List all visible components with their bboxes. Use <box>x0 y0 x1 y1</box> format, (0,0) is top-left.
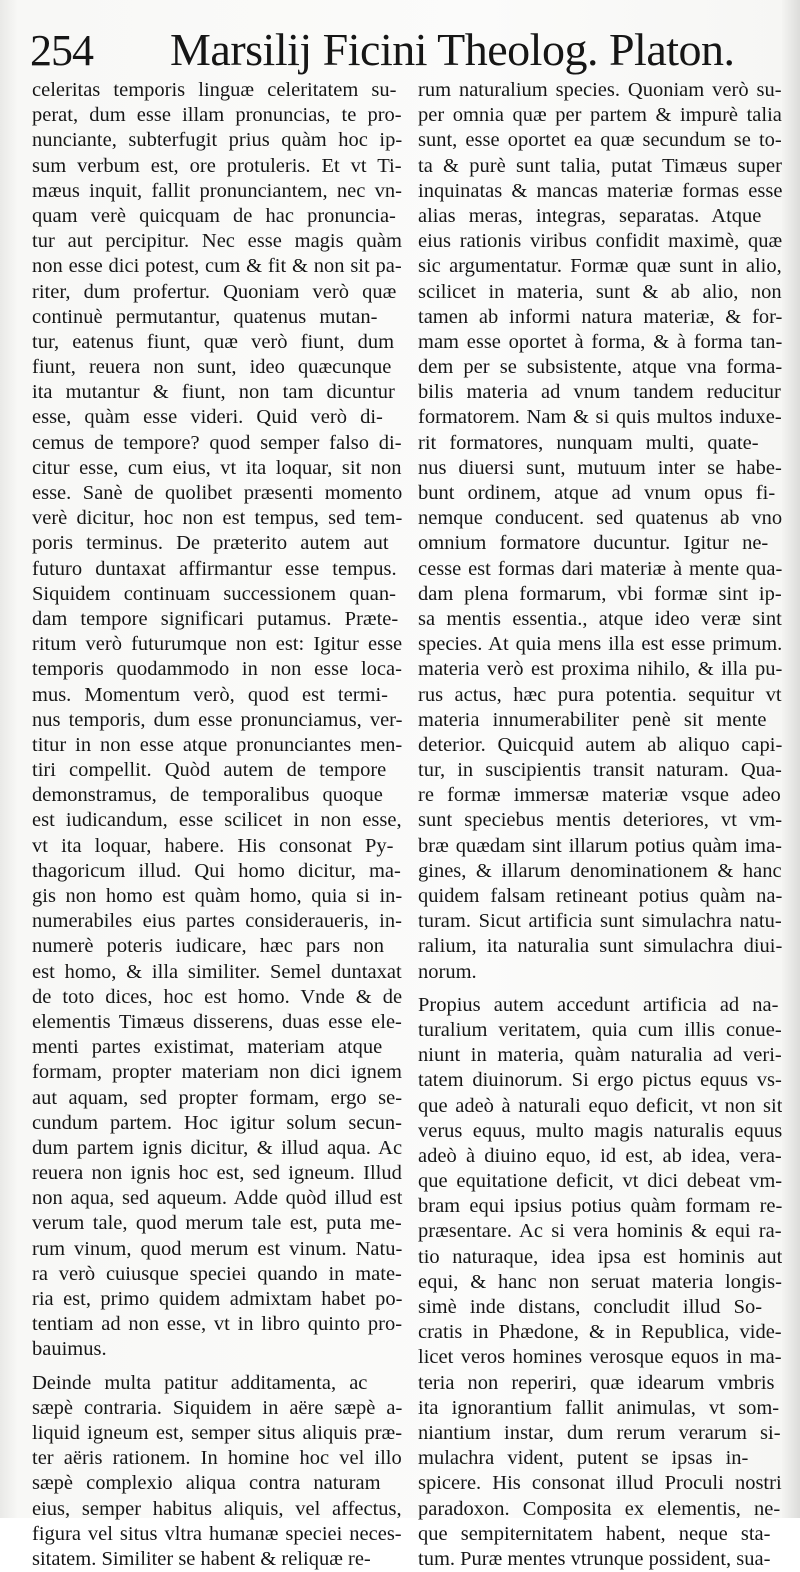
text-line: tentiam ad non esse, vt in libro quinto pro- <box>32 1313 403 1336</box>
text-line: mæus inquit, fallit pronunciantem, nec vn- <box>32 179 403 202</box>
text-line: præsentare. Ac si vera hominis & equi ra- <box>418 1220 782 1243</box>
text-line: rum naturalium species. Quoniam verò su- <box>418 79 782 101</box>
text-line: ra verò cuiusque speciei quando in mate- <box>32 1262 402 1285</box>
text-line: ter aëris rationem. In homine hoc vel illo <box>32 1447 402 1470</box>
text-line: riter, dum profertur. Quoniam verò quæ <box>32 280 397 303</box>
text-line: futuro duntaxat affirmantur esse tempus. <box>32 557 397 580</box>
text-line: nunciante, subterfugit prius quàm hoc ip- <box>32 129 403 152</box>
text-line: sitatem. Similiter se habent & reliquæ re- <box>32 1547 371 1570</box>
text-line: nus temporis, dum esse pronunciamus, ver- <box>32 708 403 731</box>
text-line: formatorem. Nam & si quis multos induxe- <box>418 406 782 429</box>
left-text-column <box>32 78 402 1572</box>
text-line: materia innumerabiliter penè sit mente <box>418 708 767 731</box>
text-line: cesse est formas dari materiæ à mente qua- <box>418 557 783 580</box>
text-line: ralium, ita naturalia sunt simulachra diui- <box>418 935 783 958</box>
text-line: sum verbum est, ore protuleris. Et vt Ti- <box>32 154 402 177</box>
text-line: teria non reperiri, quæ idearum vmbris <box>418 1371 775 1394</box>
text-line: ita mutantur & fiunt, non tam dicuntur <box>32 381 395 404</box>
text-line: bauimus. <box>32 1338 107 1361</box>
text-line: sæpè complexio aliqua contra naturam <box>32 1472 381 1495</box>
text-line: celeritas temporis linguæ celeritatem su- <box>32 79 397 101</box>
text-line: materia verò est proxima nihilo, & illa pu- <box>418 658 783 681</box>
text-line: ta & purè sunt talia, putat Timæus super <box>418 154 782 177</box>
text-line: non aqua, sed aqueum. Adde quòd illud est <box>32 1187 403 1210</box>
text-line: verus equus, multo magis naturalis equus <box>418 1119 783 1142</box>
text-line: formam, propter materiam non dici ignem <box>32 1061 402 1084</box>
text-line: reuera non ignis hoc est, sed igneum. Illud <box>32 1162 402 1185</box>
text-line: tiri compellit. Quòd autem de tempore <box>32 759 387 782</box>
text-line: bræ quædam sint illarum potius quàm ima- <box>418 834 783 857</box>
text-line: sunt, esse oportet ea quæ secundum se to- <box>418 129 782 152</box>
page-number: 254 <box>30 26 93 75</box>
text-line: titur in non esse atque pronunciantes men- <box>32 733 403 756</box>
text-line: ria est, primo quidem admixtam habet po- <box>32 1288 403 1310</box>
text-line: niunt in materia, quàm naturalia ad veri- <box>418 1044 782 1067</box>
text-line: deterior. Quicquid autem ab aliquo capi- <box>418 733 783 756</box>
text-line: que adeò à naturali equo deficit, vt non sit <box>418 1094 783 1117</box>
text-line: cundum partem. Hoc igitur solum secun- <box>32 1111 402 1134</box>
text-line: thagoricum illud. Qui homo dicitur, ma- <box>32 859 401 882</box>
text-line: bilis materia ad vnum tandem reducitur <box>418 381 781 404</box>
text-line: niantium instar, dum rerum verarum si- <box>418 1421 781 1444</box>
text-line: tatem diuinorum. Si ergo pictus equus vs- <box>418 1069 782 1092</box>
text-line: nemque conducent. sed quatenus ab vno <box>418 507 783 530</box>
text-line: quidem falsam retineant potius quàm na- <box>418 885 783 907</box>
text-line: equi, & hanc non seruat materia longis- <box>418 1270 782 1293</box>
text-line: esse. Sanè de quolibet præsenti momento <box>32 482 403 504</box>
text-line: dam plena formarum, vbi formæ sint ip- <box>418 582 782 605</box>
text-line: mus. Momentum verò, quod est termi- <box>32 683 388 706</box>
text-line: citur esse, cum eius, vt ita loquar, sit non <box>32 456 402 479</box>
text-line: de toto dices, hoc est homo. Vnde & de <box>32 985 403 1008</box>
text-line: temporis quodammodo in non esse loca- <box>32 658 402 681</box>
text-line: sa mentis essentia., atque ideo veræ sint <box>418 607 782 630</box>
text-line: dem per se subsistente, atque vna forma- <box>418 356 783 379</box>
text-line: menti partes existimat, materiam atque <box>32 1036 383 1059</box>
text-line: tur, in suscipientis transit naturam. Qua- <box>418 759 782 782</box>
text-line: paradoxon. Composita ex elementis, ne- <box>418 1497 781 1520</box>
text-line: que equitatione deficit, vt dici debeat vm- <box>418 1170 783 1193</box>
text-line: poris terminus. De præterito autem aut <box>32 532 389 555</box>
text-line: omnium formatore ducuntur. Igitur ne- <box>418 532 769 555</box>
text-line: tio naturaque, idea ipsa est hominis aut <box>418 1245 783 1268</box>
text-line: dam tempore significari putamus. Præte- <box>32 607 399 630</box>
text-line: tum. Puræ mentes vtrunque possident, sua- <box>418 1547 771 1570</box>
text-line: ritum verò futurumque non est: Igitur esse <box>32 633 403 656</box>
text-line: eius, semper habitus aliquis, vel affectus, <box>32 1497 402 1520</box>
text-line: mam esse oportet à forma, & à forma tan- <box>418 330 783 353</box>
text-line: dum partem ignis dicitur, & illud aqua. Ac <box>32 1136 403 1159</box>
text-line: continuè permutantur, quatenus mutan- <box>32 305 378 328</box>
text-line: non esse dici potest, cum & fit & non sit pa- <box>32 255 402 278</box>
text-line: turalium veritatem, quia cum illis conue- <box>418 1018 782 1041</box>
text-line: rum vinum, quod merum est vinum. Natu- <box>32 1237 403 1260</box>
text-line: ita ignorantium fallit animulas, vt som- <box>418 1396 780 1419</box>
text-line: eius rationis viribus confidit maximè, quæ <box>418 230 783 253</box>
text-line: numerabiles eius partes consideraueris, in- <box>32 910 402 933</box>
text-line: fiunt, reuera non sunt, ideo quæcunque <box>32 356 392 379</box>
text-line: species. At quia mens illa est esse primum. <box>418 633 783 656</box>
text-line: gis non homo est quàm homo, quia si in- <box>32 885 403 907</box>
text-line: mulachra vident, putent se ipsas in- <box>418 1447 749 1470</box>
text-line: alias meras, integras, separatas. Atque <box>418 204 762 227</box>
running-head: Marsilij Ficini Theolog. Platon. <box>170 24 735 75</box>
text-line: turam. Sicut artificia sunt simulachra natu- <box>418 910 782 933</box>
text-line: tur aut percipitur. Nec esse magis quàm <box>32 230 402 253</box>
page-edge-shadow <box>782 0 800 1518</box>
text-line: elementis Timæus disserens, duas esse ele- <box>32 1010 402 1033</box>
text-line: est iudicandum, esse scilicet in non esse, <box>32 809 402 832</box>
text-line: rus actus, hæc pura potentia. sequitur vt <box>418 683 782 706</box>
text-line: gines, & illarum denominationem & hanc <box>418 859 782 882</box>
text-line: sic argumentatur. Formæ quæ sunt in alio, <box>418 255 782 278</box>
text-line: Propius autem accedunt artificia ad na- <box>418 993 779 1016</box>
text-line: tamen ab informi natura materiæ, & for- <box>418 305 783 328</box>
text-line: numerè poteris iudicare, hæc pars non <box>32 935 384 958</box>
text-line: tur, eatenus fiunt, quæ verò fiunt, dum <box>32 330 395 353</box>
text-line: norum. <box>418 960 477 983</box>
text-line: rit formatores, nunquam multi, quate- <box>418 431 759 454</box>
text-line: perat, dum esse illam pronuncias, te pro- <box>32 104 402 127</box>
text-line: que sempiternitatem habent, neque sta- <box>418 1522 771 1545</box>
paragraph-gap <box>32 1363 402 1371</box>
text-line: vt ita loquar, habere. His consonat Py- <box>32 834 394 857</box>
text-line: adeò à diuino equo, id est, ab idea, vera- <box>418 1144 782 1167</box>
text-line: aut aquam, sed propter formam, ergo se- <box>32 1086 403 1109</box>
text-line: verè dicitur, hoc non est tempus, sed tem- <box>32 507 403 530</box>
text-line: nus diuersi sunt, mutuum inter se habe- <box>418 456 782 479</box>
text-line: cratis in Phædone, & in Republica, vide- <box>418 1321 782 1344</box>
text-line: bram equi ipsius potius quàm formam re- <box>418 1195 783 1218</box>
text-line: re formæ immersæ materiæ vsque adeo <box>418 784 781 807</box>
text-line: sunt speciebus mentis deteriores, vt vm- <box>418 809 783 832</box>
text-line: cemus de tempore? quod semper falso di- <box>32 431 402 454</box>
text-line: Deinde multa patitur additamenta, ac <box>32 1371 368 1394</box>
text-line: liquid igneum est, semper situs aliquis præ- <box>32 1421 403 1444</box>
page-header <box>30 16 735 76</box>
text-line: bunt ordinem, atque ad vnum opus fi- <box>418 482 776 504</box>
text-line: simè inde distans, concludit illud So- <box>418 1296 763 1318</box>
text-line: verum tale, quod merum tale est, puta me- <box>32 1212 402 1235</box>
text-line: per omnia quæ per partem & impurè talia <box>418 104 782 127</box>
right-text-column <box>418 78 782 1572</box>
text-line: scilicet in materia, sunt & ab alio, non <box>418 280 782 303</box>
text-line: Siquidem continuam successionem quan- <box>32 582 396 605</box>
text-line: esse, quàm esse videri. Quid verò di- <box>32 406 383 429</box>
text-line: licet veros homines verosque equos in ma- <box>418 1346 782 1369</box>
text-line: demonstramus, de temporalibus quoque <box>32 784 383 807</box>
text-line: est homo, & illa similiter. Semel duntaxat <box>32 960 402 983</box>
text-line: figura vel situs vltra humanæ speciei neces- <box>32 1522 402 1545</box>
text-line: inquinatas & mancas materiæ formas esse <box>418 179 783 202</box>
text-line: sæpè contraria. Siquidem in aëre sæpè a- <box>32 1396 403 1419</box>
text-line: spicere. His consonat illud Proculi nostri <box>418 1472 782 1495</box>
paragraph-gap <box>418 985 782 993</box>
text-line: quam verè quicquam de hac pronuncia- <box>32 204 396 227</box>
